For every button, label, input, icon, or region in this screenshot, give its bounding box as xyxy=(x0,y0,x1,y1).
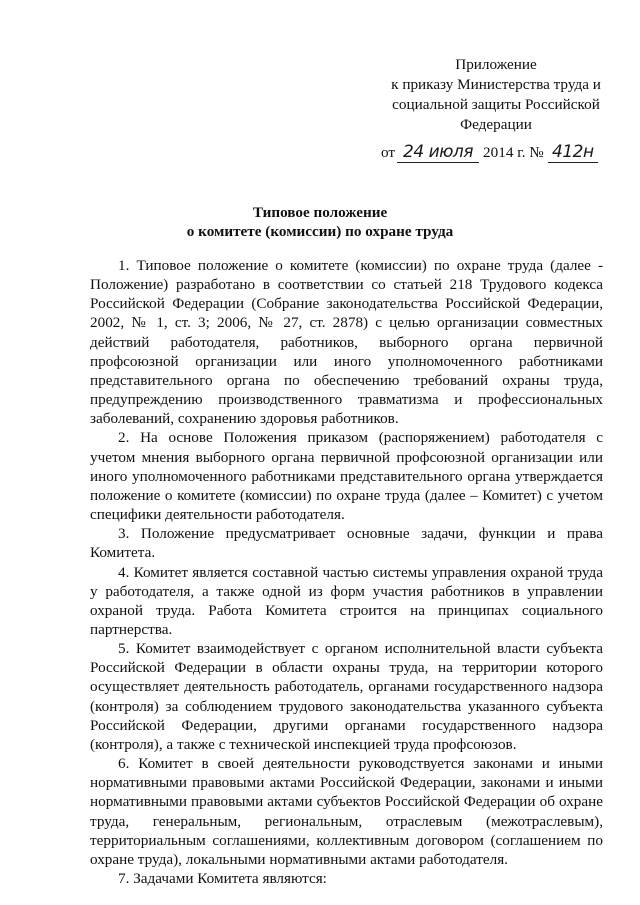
order-date-handwritten: 24 июля xyxy=(403,142,474,162)
appendix-line-4: Федерации xyxy=(460,116,532,133)
paragraph-7: 7. Задачами Комитета являются: xyxy=(118,870,327,887)
order-date-blank xyxy=(397,143,479,163)
paragraph-3: 3. Положение предусматривает основные задачи, функции и права Комитета. xyxy=(90,525,603,562)
document-title: Типовое положение xyxy=(252,204,388,221)
order-prefix: от xyxy=(381,144,396,161)
order-number-blank xyxy=(548,143,598,163)
paragraph-1: 1. Типовое положение о комитете (комиссии) по охране труда (далее - Положение) разработано в соответствии со статьей 218 Трудового кодекса Российской Федерации (Собрание законодательства Российской Федерации, 2002, № 1, ст. 3; 2006, № 27, ст. 2878) с целью организации совместных действий работодателя, работников, выборного органа первичной профсоюзной организации или иного уполномоченного работниками представительного органа по обеспечению требований охраны труда, предупреждению производственного травматизма и профессиональных заболеваний, сохранению здоровья работников. xyxy=(90,257,603,428)
appendix-line-1: Приложение xyxy=(455,56,537,73)
paragraph-2: 2. На основе Положения приказом (распоряжением) работодателя с учетом мнения выборного органа первичной профсоюзной организации или иного уполномоченного работниками представительного органа утверждается положение о комитете (комиссии) по охране труда (далее – Комитет) с учетом специфики деятельности работодателя. xyxy=(90,429,603,524)
appendix-header xyxy=(374,55,618,135)
paragraph-4: 4. Комитет является составной частью системы управления охраной труда у работодателя, а также одной из форм участия работников в управлении охраной труда. Работа Комитета строится на принципах социального партнерства. xyxy=(90,563,603,638)
paragraph-5: 5. Комитет взаимодействует с органом исполнительной власти субъекта Российской Федерации в области охраны труда, на территории которого осуществляет деятельность работодатель, органами государственного надзора (контроля) за соблюдением трудового законодательства указанного субъекта Российской Федерации, другими органами государственного надзора (контроля), а также с технической инспекцией труда профсоюзов. xyxy=(90,640,603,753)
appendix-line-3: социальной защиты Российской xyxy=(392,96,600,113)
appendix-line-2: к приказу Министерства труда и xyxy=(391,76,601,93)
order-number-handwritten: 412н xyxy=(552,142,594,162)
order-year: 2014 г. № xyxy=(483,144,544,161)
document-subtitle: о комитете (комиссии) по охране труда xyxy=(186,223,454,240)
document-body xyxy=(90,256,603,888)
paragraph-6: 6. Комитет в своей деятельности руководствуется законами и иными нормативными правовыми актами Российской Федерации, законами и иными нормативными правовыми актами субъектов Российской Федерации об охране труда, генеральным, региональным, отраслевым (межотраслевым), территориальным соглашениями, коллективным договором (соглашением по охране труда), локальными нормативными актами работодателя. xyxy=(90,755,603,868)
order-reference xyxy=(381,143,621,167)
